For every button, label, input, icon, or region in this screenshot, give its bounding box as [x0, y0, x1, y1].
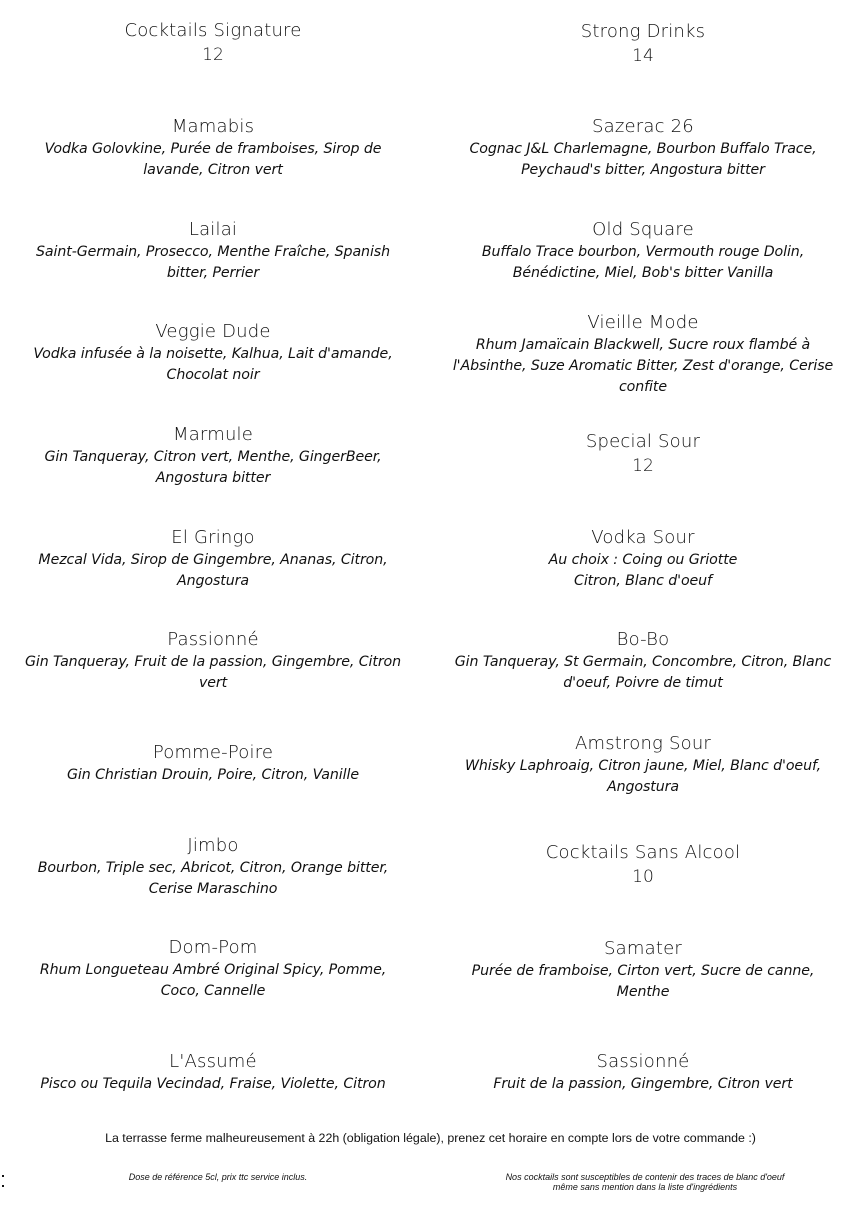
section-price: 10: [632, 867, 654, 887]
item-desc: Gin Tanqueray, Citron vert, Menthe, GingerBeer, Angostura bitter: [44, 449, 382, 486]
item-name: Amstrong Sour: [574, 733, 712, 754]
egg-allergen-note: [455, 1172, 835, 1192]
menu-item-dom-pom: [12, 935, 414, 1002]
item-name: El Gringo: [171, 527, 255, 548]
menu-item-sazerac: [447, 114, 839, 181]
item-desc: Saint-Germain, Prosecco, Menthe Fraîche, Spanish bitter, Perrier: [36, 244, 390, 281]
margin-dot: [2, 1185, 4, 1187]
menu-item-sassionne: [447, 1049, 839, 1095]
item-name: Marmule: [172, 424, 254, 445]
item-name: Jimbo: [187, 835, 239, 856]
item-name: Vieille Mode: [587, 312, 699, 333]
section-title: Strong Drinks: [580, 21, 706, 42]
item-name: Old Square: [592, 219, 694, 240]
menu-item-mamabis: [12, 114, 414, 181]
section-header-strong-drinks: [447, 19, 839, 69]
menu-item-pomme-poire: [12, 740, 414, 786]
menu-item-samater: [447, 936, 839, 1003]
dose-note-text: Dose de référence 5cl, prix ttc service inclus.: [128, 1172, 308, 1182]
menu-item-veggie-dude: [12, 319, 414, 386]
item-name: Bo-Bo: [616, 629, 670, 650]
item-name: Sazerac 26: [592, 116, 694, 137]
section-header-signature: [12, 18, 414, 68]
item-desc: Buffalo Trace bourbon, Vermouth rouge Dolin, Bénédictine, Miel, Bob's bitter Vanilla: [481, 244, 805, 281]
menu-item-vieille-mode: [447, 310, 839, 398]
item-desc: Purée de framboise, Cirton vert, Sucre de canne, Menthe: [471, 963, 815, 1000]
item-desc: Rhum Jamaïcain Blackwell, Sucre roux flambé à l'Absinthe, Suze Aromatic Bitter, Zest d'orange, Cerise confite: [452, 337, 834, 395]
item-desc: Gin Christian Drouin, Poire, Citron, Vanille: [67, 767, 359, 783]
menu-item-lassume: [12, 1049, 414, 1095]
egg-note-line2: même sans mention dans la liste d'ingrédients: [552, 1182, 738, 1192]
item-name: Lailai: [188, 219, 238, 240]
item-name: Veggie Dude: [155, 321, 271, 342]
section-price: 14: [632, 46, 654, 66]
menu-item-lailai: [12, 217, 414, 284]
item-name: Pomme-Poire: [152, 742, 274, 763]
item-desc: Mezcal Vida, Sirop de Gingembre, Ananas, Citron, Angostura: [38, 552, 388, 589]
menu-item-vodka-sour: [447, 525, 839, 592]
section-header-sans-alcool: [447, 840, 839, 890]
menu-item-old-square: [447, 217, 839, 284]
item-desc: Fruit de la passion, Gingembre, Citron vert: [493, 1076, 793, 1092]
section-title: Cocktails Signature: [124, 20, 302, 41]
item-name: Samater: [604, 938, 682, 959]
margin-dot: [2, 1175, 4, 1177]
item-name: Sassionné: [596, 1051, 690, 1072]
section-price: 12: [202, 45, 224, 65]
menu-item-amstrong-sour: [447, 731, 839, 798]
item-desc: Vodka infusée à la noisette, Kalhua, Lait d'amande, Chocolat noir: [33, 346, 393, 383]
item-name: L'Assumé: [169, 1051, 257, 1072]
item-desc: Bourbon, Triple sec, Abricot, Citron, Orange bitter, Cerise Maraschino: [37, 860, 389, 897]
item-name: Dom-Pom: [168, 937, 258, 958]
menu-item-marmule: [12, 422, 414, 489]
terrace-closing-note: La terrasse ferme malheureusement à 22h (obligation légale), prenez cet horaire en compte lors de votre commande :): [105, 1131, 756, 1145]
item-desc: Rhum Longueteau Ambré Original Spicy, Pomme, Coco, Cannelle: [39, 962, 387, 999]
item-desc: Whisky Laphroaig, Citron jaune, Miel, Blanc d'oeuf, Angostura: [464, 758, 822, 795]
egg-note-line1: Nos cocktails sont susceptibles de contenir des traces de blanc d'oeuf: [505, 1172, 785, 1182]
item-desc: Vodka Golovkine, Purée de framboises, Sirop de lavande, Citron vert: [44, 141, 382, 178]
item-desc: Gin Tanqueray, St Germain, Concombre, Citron, Blanc d'oeuf, Poivre de timut: [454, 654, 832, 691]
item-desc: Cognac J&L Charlemagne, Bourbon Buffalo Trace, Peychaud's bitter, Angostura bitter: [469, 141, 817, 178]
menu-item-el-gringo: [12, 525, 414, 592]
section-title: Special Sour: [585, 431, 701, 452]
section-price: 12: [632, 456, 654, 476]
item-desc: Au choix : Coing ou Griotte: [548, 552, 738, 568]
item-desc: Citron, Blanc d'oeuf: [574, 573, 712, 589]
menu-item-jimbo: [12, 833, 414, 900]
menu-item-passionne: [12, 627, 414, 694]
item-name: Mamabis: [171, 116, 255, 137]
item-desc: Pisco ou Tequila Vecindad, Fraise, Violette, Citron: [40, 1076, 386, 1092]
dose-reference-note: [60, 1172, 376, 1182]
item-name: Passionné: [167, 629, 259, 650]
section-title: Cocktails Sans Alcool: [545, 842, 741, 863]
item-desc: Gin Tanqueray, Fruit de la passion, Gingembre, Citron vert: [24, 654, 402, 691]
menu-item-bo-bo: [447, 627, 839, 694]
item-name: Vodka Sour: [591, 527, 695, 548]
section-header-special-sour: [447, 429, 839, 479]
